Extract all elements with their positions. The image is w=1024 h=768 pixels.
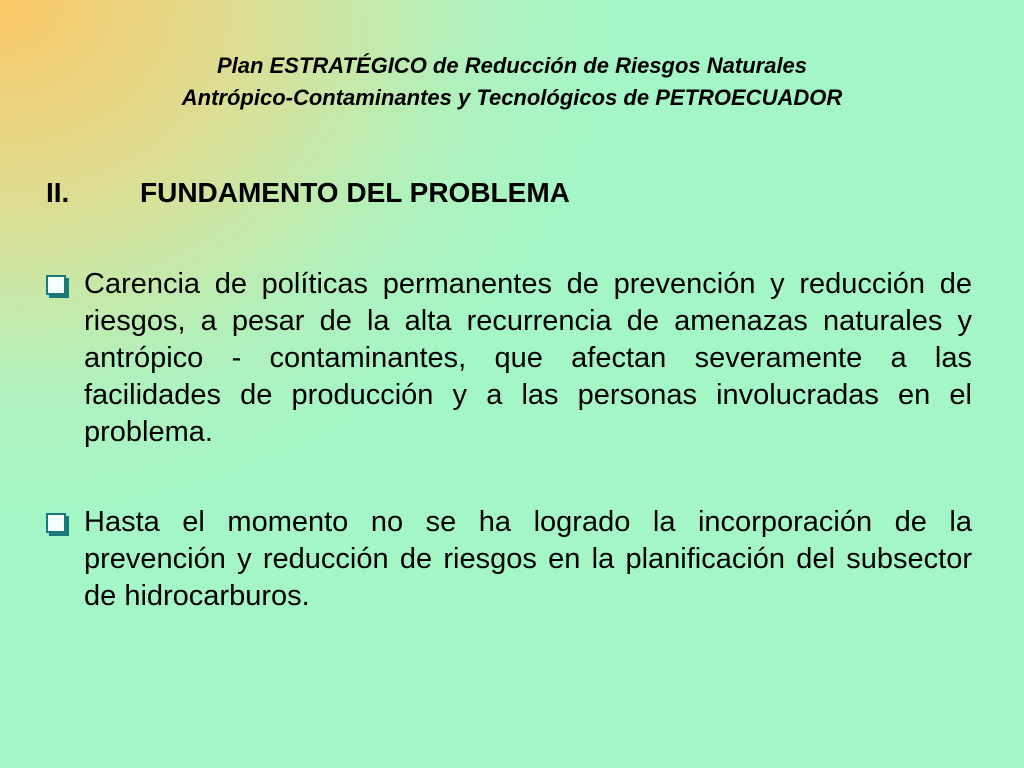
slide-title-line-2: Antrópico-Contaminantes y Tecnológicos de PETROECUADOR <box>181 85 843 110</box>
section-heading <box>46 176 570 210</box>
bullet-text-1: Carencia de políticas permanentes de prevención y reducción de riesgos, a pesar de la alta recurrencia de amenazas naturales y antrópico - contaminantes, que afectan severamente a las facilidades de producción y a las personas involucradas en el problema. <box>84 268 972 448</box>
bullet-text-2: Hasta el momento no se ha logrado la incorporación de la prevención y reducción de riesgos en la planificación del subsector de hidrocarburos. <box>84 506 972 612</box>
hollow-square-bullet-icon <box>46 275 66 295</box>
slide-title-line-1: Plan ESTRATÉGICO de Reducción de Riesgos Naturales <box>216 53 808 78</box>
bullet-item-1 <box>46 266 972 451</box>
hollow-square-bullet-icon <box>46 513 66 533</box>
bullet-item-2 <box>46 504 972 615</box>
section-heading-text: FUNDAMENTO DEL PROBLEMA <box>140 177 570 208</box>
section-number: II. <box>46 177 70 208</box>
slide-title <box>0 50 1024 114</box>
